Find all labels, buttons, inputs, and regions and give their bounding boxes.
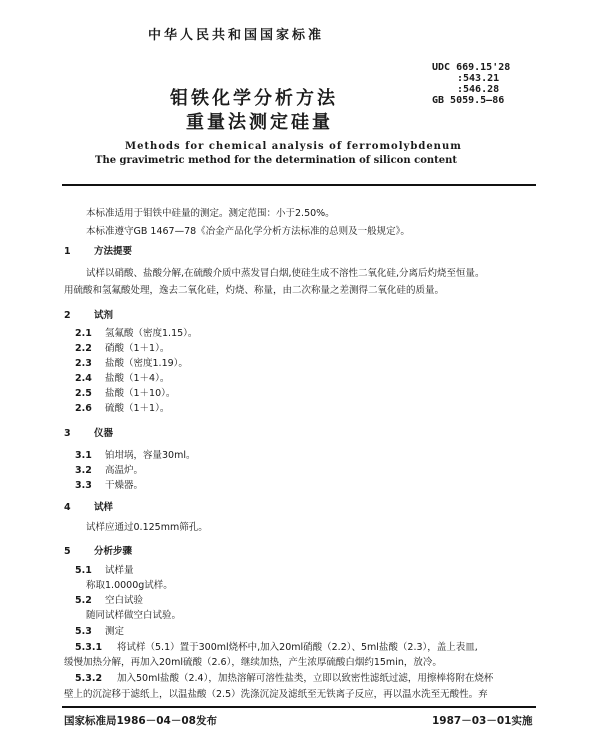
header-divider — [62, 184, 536, 186]
item-number: 3.2 — [75, 465, 92, 476]
item-text: 盐酸（密度1.19）。 — [105, 358, 188, 369]
compliance-paragraph: 本标准遵守GB 1467—78《冶金产品化学分析方法标准的总则及一般规定》。 — [86, 226, 410, 237]
reagent-item — [75, 325, 197, 339]
english-title: Methods for chemical analysis of ferromolybdenum — [125, 141, 462, 152]
sample-amount-text: 称取1.0000g试样。 — [86, 580, 173, 591]
item-number: 2.5 — [75, 388, 92, 399]
item-number: 5.2 — [75, 595, 92, 606]
item-number: 2.1 — [75, 328, 92, 339]
item-number: 5.1 — [75, 565, 92, 576]
section-title: 试样 — [94, 502, 114, 513]
footer-divider — [62, 706, 536, 708]
udc-code-2: :543.21 — [457, 73, 500, 84]
item-number: 2.4 — [75, 373, 92, 384]
step-5-3-2-line-1 — [75, 670, 493, 684]
item-text: 盐酸（1＋10）。 — [105, 388, 176, 399]
step-5-3-1-line-2: 缓慢加热分解，再加入20ml硫酸（2.6），继续加热，产生浓厚硫酸白烟约15min，放冷。 — [64, 657, 442, 668]
section-2-heading — [64, 307, 113, 321]
item-text: 硫酸（1＋1）。 — [105, 403, 170, 414]
item-number: 2.2 — [75, 343, 92, 354]
item-text: 硝酸（1＋1）。 — [105, 343, 170, 354]
reagent-item — [75, 340, 169, 354]
document-subtitle: 重量法测定硅量 — [186, 112, 333, 133]
section-number: 1 — [64, 246, 71, 257]
item-text: 盐酸（1＋4）。 — [105, 373, 170, 384]
item-text: 氢氟酸（密度1.15）。 — [105, 328, 198, 339]
reagent-item — [75, 370, 169, 384]
item-number: 5.3.2 — [75, 673, 103, 684]
section-title: 试剂 — [94, 310, 114, 321]
classification-codes — [432, 62, 510, 106]
step-5-3-1-line-1 — [75, 639, 478, 653]
item-number: 2.6 — [75, 403, 92, 414]
subsection-5-2 — [75, 592, 143, 606]
section-title: 分析步骤 — [94, 546, 133, 557]
instrument-item — [75, 447, 195, 461]
standard-org-header: 中华人民共和国国家标准 — [148, 28, 325, 43]
section-number: 2 — [64, 310, 71, 321]
instrument-item — [75, 477, 143, 491]
item-text: 加入50ml盐酸（2.4），加热溶解可溶性盐类，立即以致密性滤纸过滤，用擦棒将附在烧杯 — [117, 673, 494, 684]
udc-code-3: :546.28 — [457, 84, 500, 95]
item-text: 将试样（5.1）置于300ml烧杯中,加入20ml硝酸（2.2）、5ml盐酸（2.3），盖上表皿, — [117, 642, 478, 653]
item-title: 测定 — [105, 626, 125, 637]
item-number: 5.3 — [75, 626, 92, 637]
item-number: 3.3 — [75, 480, 92, 491]
section-number: 4 — [64, 502, 71, 513]
udc-code: UDC 669.15'28 — [432, 62, 511, 73]
section-1-line-2: 用硫酸和氢氟酸处理，逸去二氧化硅，灼烧、称量，由二次称量之差测得二氧化硅的质量。 — [64, 285, 445, 296]
subsection-5-1 — [75, 562, 134, 576]
document-title: 钼铁化学分析方法 — [170, 88, 338, 109]
blank-test-text: 随同试样做空白试验。 — [86, 610, 182, 621]
section-1-heading — [64, 243, 132, 257]
section-1-line-1: 试样以硝酸、盐酸分解,在硫酸介质中蒸发冒白烟,使硅生成不溶性二氧化硅,分离后灼烧至恒量。 — [86, 268, 485, 279]
reagent-item — [75, 385, 175, 399]
scope-paragraph: 本标准适用于钼铁中硅量的测定。测定范围：小于2.50%。 — [86, 208, 335, 219]
issue-date: 国家标准局1986－04－08发布 — [64, 715, 217, 727]
gb-code: GB 5059.5—86 — [432, 95, 505, 106]
reagent-item — [75, 400, 169, 414]
subsection-5-3 — [75, 623, 124, 637]
item-text: 高温炉。 — [105, 465, 144, 476]
item-number: 2.3 — [75, 358, 92, 369]
section-4-heading — [64, 499, 113, 513]
section-5-heading — [64, 543, 132, 557]
item-title: 空白试验 — [105, 595, 144, 606]
reagent-item — [75, 355, 188, 369]
section-number: 3 — [64, 428, 71, 439]
instrument-item — [75, 462, 143, 476]
item-number: 5.3.1 — [75, 642, 103, 653]
item-text: 干燥器。 — [105, 480, 144, 491]
item-number: 3.1 — [75, 450, 92, 461]
step-5-3-2-line-2: 壁上的沉淀移于滤纸上，以温盐酸（2.5）洗涤沉淀及滤纸至无铁离子反应，再以温水洗至无酸性。弃 — [64, 689, 488, 700]
item-title: 试样量 — [105, 565, 134, 576]
effective-date: 1987－03－01实施 — [432, 715, 533, 727]
section-title: 仪器 — [94, 428, 114, 439]
section-3-heading — [64, 425, 113, 439]
section-title: 方法提要 — [94, 246, 133, 257]
item-text: 铂坩埚，容量30ml。 — [105, 450, 196, 461]
english-subtitle: The gravimetric method for the determination of silicon content — [95, 155, 458, 166]
sample-sieve-text: 试样应通过0.125mm筛孔。 — [86, 522, 208, 533]
section-number: 5 — [64, 546, 71, 557]
